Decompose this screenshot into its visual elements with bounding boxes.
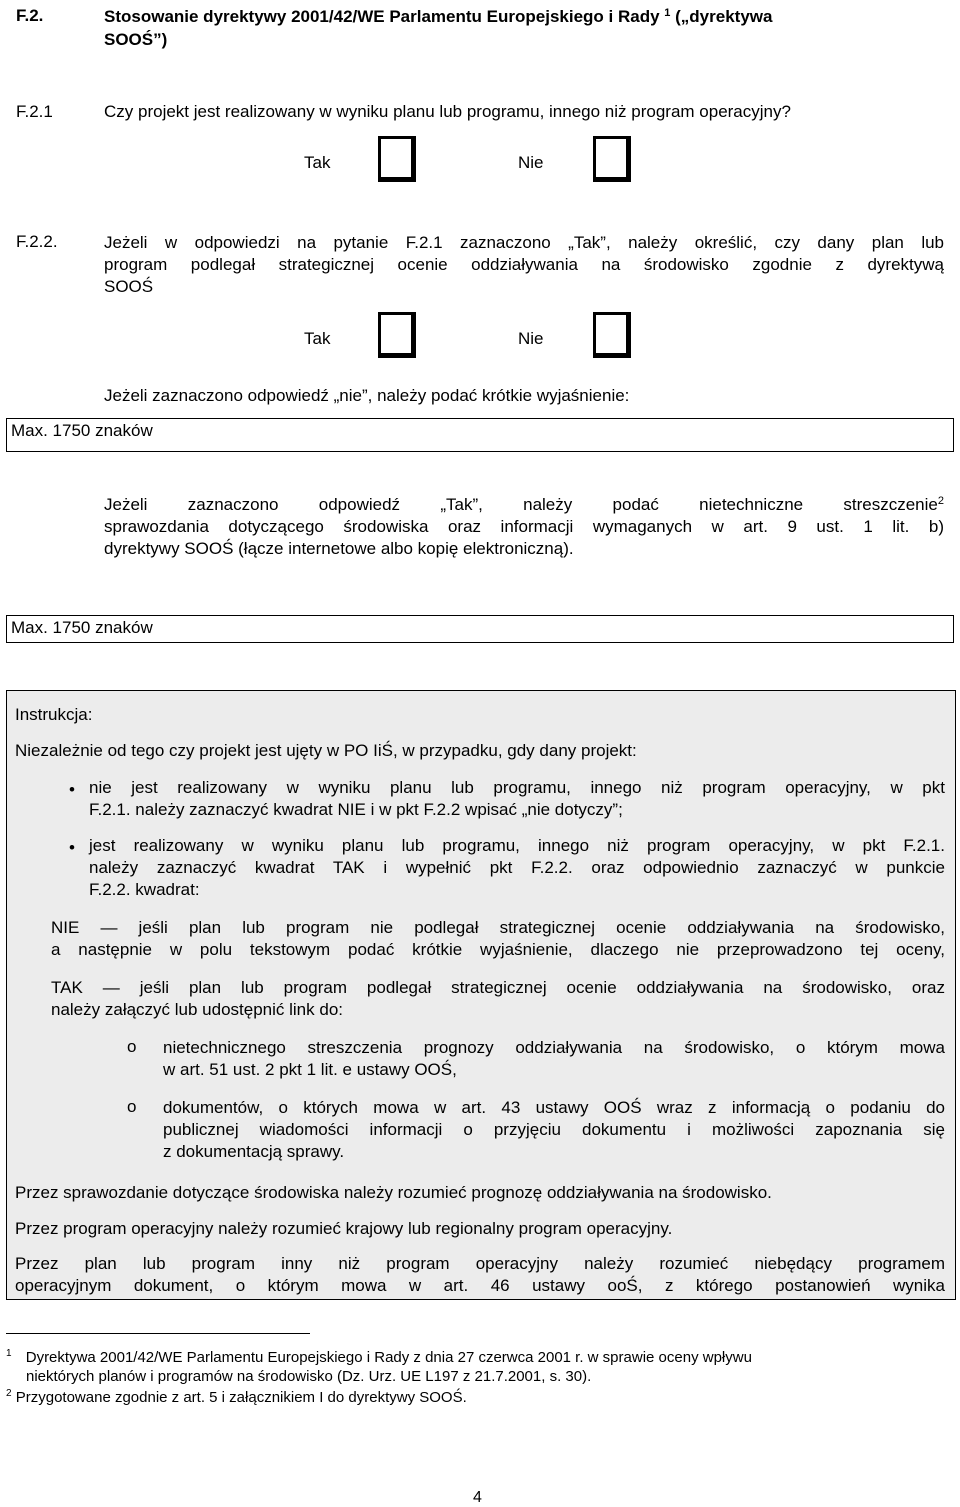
footnote-2-line1: Przygotowane zgodnie z art. 5 i załącznikiem I do dyrektywy SOOŚ. (15, 1389, 467, 1406)
footnote-1-number: 1 (6, 1348, 12, 1359)
instructions-box (6, 690, 956, 1300)
f22-text-line2: program podlegał strategicznej ocenie oddziaływania na środowisko zgodnie z dyrektywą (104, 255, 944, 274)
f21-yes-label: Tak (304, 153, 331, 172)
page-number: 4 (473, 1489, 482, 1506)
f22-no-checkbox[interactable] (593, 312, 631, 358)
question-number-f21: F.2.1 (16, 102, 53, 121)
definition-3-line1: Przez plan lub program inny niż program operacyjny należy rozumieć niebędący programem (15, 1254, 945, 1273)
f22-text-line1: Jeżeli w odpowiedzi na pytanie F.2.1 zaznaczono „Tak”, należy określić, czy dany plan lub (104, 233, 944, 252)
if-yes-line3: dyrektywy SOOŚ (łącze internetowe albo kopię elektroniczną). (104, 539, 574, 558)
f22-text-line3: SOOŚ (104, 277, 154, 296)
section-title-text: Stosowanie dyrektywy 2001/42/WE Parlamentu Europejskiego i Rady (104, 7, 660, 26)
footnote-ref-2: 2 (937, 495, 944, 507)
if-yes-line1-text: Jeżeli zaznaczono odpowiedź „Tak”, należy podać nietechniczne streszczenie (104, 495, 938, 514)
instructions-intro: Niezależnie od tego czy projekt jest ujęty w PO IiŚ, w przypadku, gdy dany projekt: (15, 741, 637, 760)
footnote-separator (6, 1333, 310, 1334)
f22-no-label: Nie (518, 329, 544, 348)
bullet-1-line1: nie jest realizowany w wyniku planu lub programu, innego niż program operacyjny, w pkt (89, 778, 945, 797)
f21-no-checkbox[interactable] (593, 136, 631, 182)
footnote-1-line2: niektórych planów i programów na środowisko (Dz. Urz. UE L197 z 21.7.2001, s. 30). (26, 1368, 592, 1385)
bullet-2-line3: F.2.2. kwadrat: (89, 880, 200, 899)
sub-item-1-line1: nietechnicznego streszczenia prognozy oddziaływania na środowisko, o którym mowa (163, 1038, 945, 1057)
sub-item-2 (163, 1097, 945, 1163)
section-title-text-cont: („dyrektywa (675, 7, 773, 26)
sub-item-2-symbol: o (127, 1097, 137, 1116)
bullet-2-line1: jest realizowany w wyniku planu lub programu, innego niż program operacyjny, w pkt F.2.1. (89, 836, 945, 855)
bullet-2-line2: należy zaznaczyć kwadrat TAK i wypełnić pkt F.2.2. oraz odpowiednio zaznaczyć w punkcie (89, 858, 945, 877)
instructions-heading: Instrukcja: (15, 705, 93, 724)
section-title-line2: SOOŚ”) (104, 30, 168, 49)
bullet-2 (89, 835, 945, 901)
definition-2: Przez program operacyjny należy rozumieć krajowy lub regionalny program operacyjny. (15, 1219, 673, 1238)
f21-yes-checkbox[interactable] (378, 136, 416, 182)
if-yes-line1 (104, 494, 944, 516)
f21-no-label: Nie (518, 153, 544, 172)
question-f22-text (104, 232, 944, 298)
tak-explanation (51, 977, 945, 1021)
if-no-instruction: Jeżeli zaznaczono odpowiedź „nie”, należy podać krótkie wyjaśnienie: (104, 386, 630, 405)
footnote-1 (6, 1348, 950, 1386)
question-number-f22: F.2.2. (16, 232, 58, 251)
footnote-ref-1: 1 (664, 7, 671, 19)
tak-line1: TAK — jeśli plan lub program podlegał strategicznej ocenie oddziaływania na środowisko, oraz (51, 978, 945, 997)
sub-item-1 (163, 1037, 945, 1081)
footnote-2-number: 2 (6, 1388, 12, 1399)
summary-textbox[interactable] (6, 615, 954, 643)
bullet-1-symbol: • (69, 780, 75, 799)
section-title (104, 6, 944, 28)
f22-yes-label: Tak (304, 329, 331, 348)
sub-item-1-symbol: o (127, 1037, 137, 1056)
explanation-textbox[interactable] (6, 418, 954, 452)
if-yes-line2: sprawozdania dotyczącego środowiska oraz informacji wymaganych w art. 9 ust. 1 lit. b) (104, 517, 944, 536)
question-f21-text: Czy projekt jest realizowany w wyniku planu lub programu, innego niż program operacyjny? (104, 102, 791, 121)
definition-1: Przez sprawozdanie dotyczące środowiska należy rozumieć prognozę oddziaływania na środowisko. (15, 1183, 772, 1202)
sub-item-1-line2: w art. 51 ust. 2 pkt 1 lit. e ustawy OOŚ, (163, 1060, 457, 1079)
footnote-2 (6, 1388, 467, 1407)
explanation-max-chars: Max. 1750 znaków (11, 421, 153, 440)
f22-yes-checkbox[interactable] (378, 312, 416, 358)
tak-line2: należy załączyć lub udostępnić link do: (51, 1000, 343, 1019)
bullet-2-symbol: • (69, 838, 75, 857)
summary-max-chars: Max. 1750 znaków (11, 618, 153, 637)
sub-item-2-line2: publicznej wiadomości informacji o przyjęciu dokumentu i możliwości zapoznania się (163, 1120, 945, 1139)
bullet-1-line2: F.2.1. należy zaznaczyć kwadrat NIE i w pkt F.2.2 wpisać „nie dotyczy”; (89, 800, 623, 819)
bullet-1 (89, 777, 945, 821)
section-number: F.2. (16, 6, 44, 25)
nie-line2: a następnie w polu tekstowym podać krótkie wyjaśnienie, dlaczego nie przeprowadzono tej oceny, (51, 940, 945, 959)
nie-line1: NIE — jeśli plan lub program nie podlegał strategicznej ocenie oddziaływania na środowisko, (51, 918, 945, 937)
sub-item-2-line1: dokumentów, o których mowa w art. 43 ustawy OOŚ wraz z informacją o podaniu do (163, 1098, 945, 1117)
footnote-1-line1: Dyrektywa 2001/42/WE Parlamentu Europejskiego i Rady z dnia 27 czerwca 2001 r. w sprawie oceny wpływu (25, 1349, 752, 1366)
definition-3 (15, 1253, 945, 1297)
sub-item-2-line3: z dokumentacją sprawy. (163, 1142, 345, 1161)
nie-explanation (51, 917, 945, 961)
definition-3-line2: operacyjnym dokument, o którym mowa w art. 46 ustawy ooŚ, z którego postanowień wynika (15, 1276, 945, 1295)
if-yes-instruction (104, 494, 944, 560)
